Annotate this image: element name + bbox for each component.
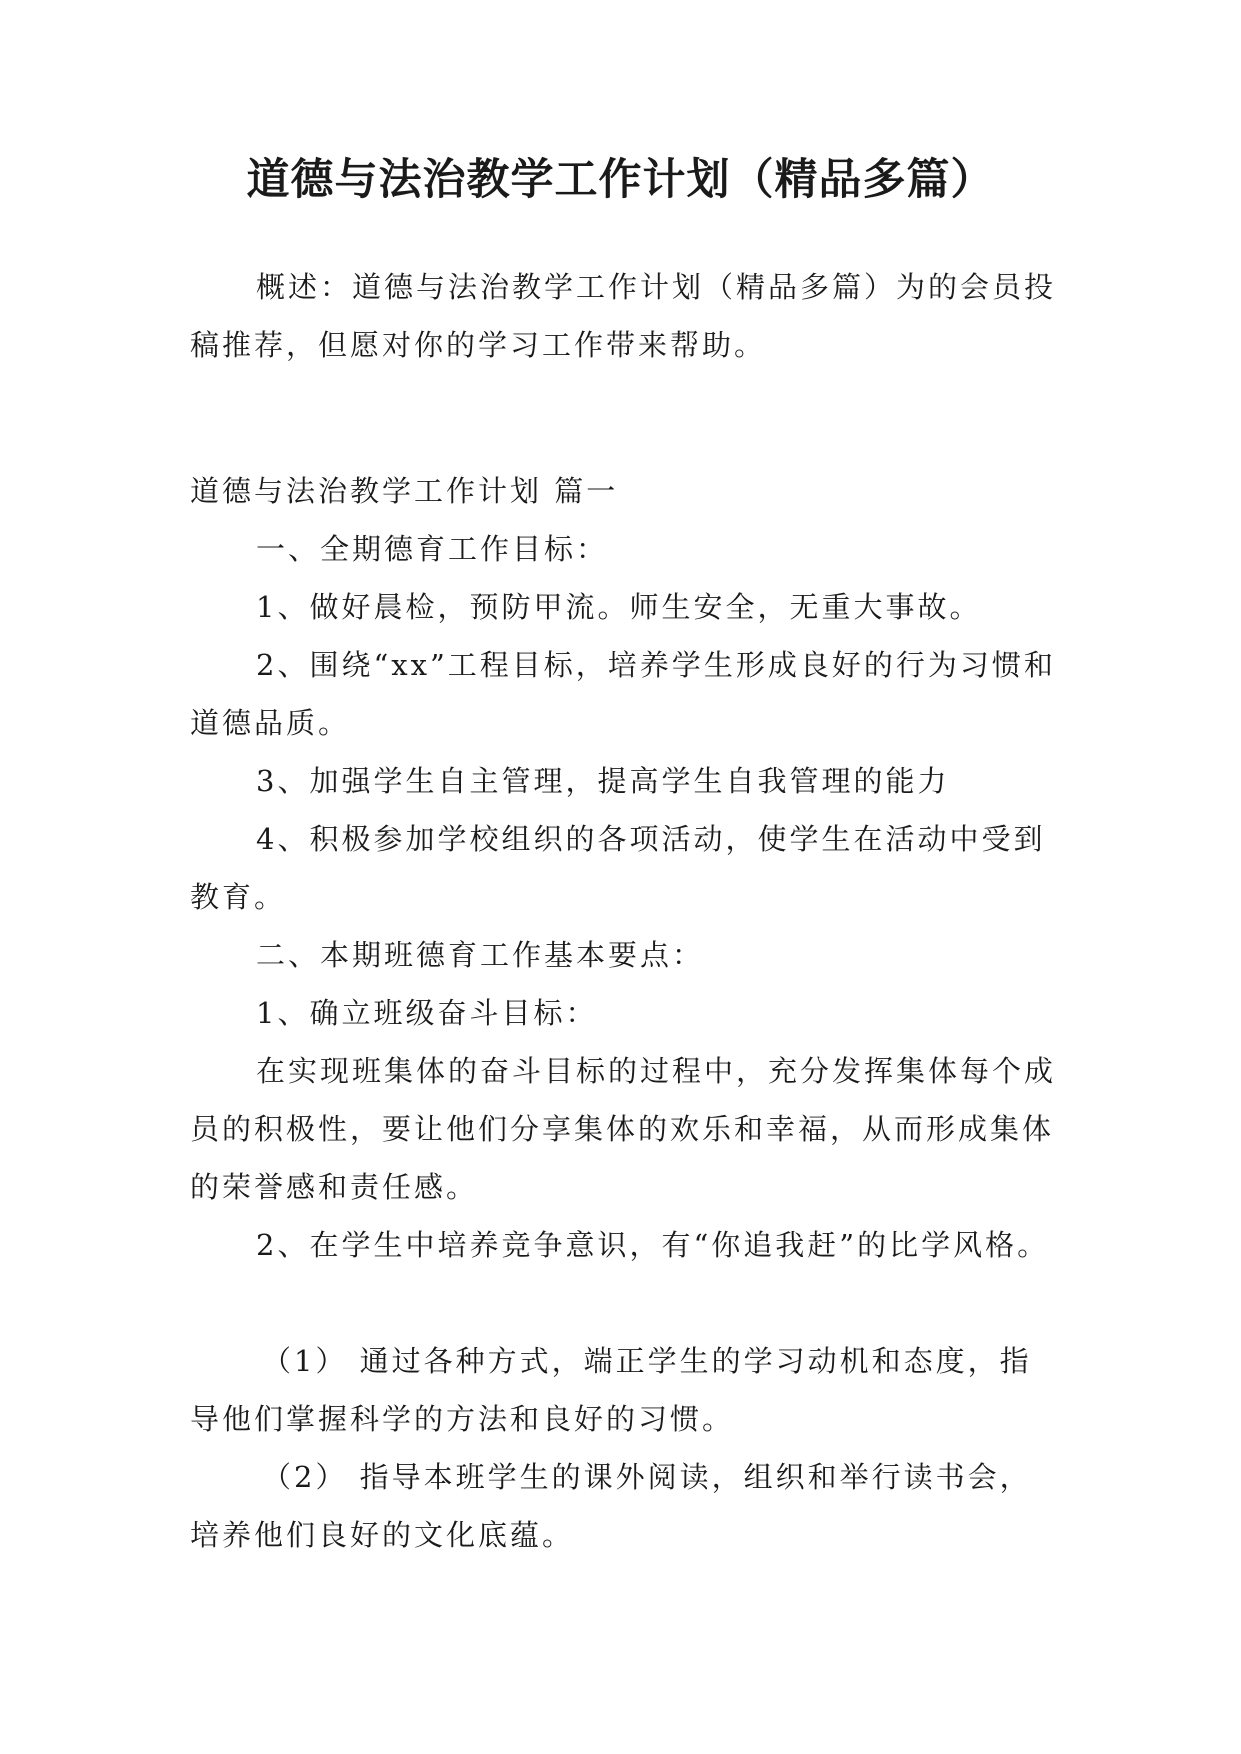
paragraph-item-4: 4、积极参加学校组织的各项活动，使学生在活动中受到教育。 [190,822,1046,914]
paragraph-goals-heading: 一、全期德育工作目标： [256,532,609,566]
paragraph-item-1: 1、做好晨检，预防甲流。师生安全，无重大事故。 [256,590,982,624]
paragraph-subpoint-1: （1） 通过各种方式，端正学生的学习动机和态度，指导他们掌握科学的方法和良好的习惯。 [190,1344,1032,1436]
section-heading: 道德与法治教学工作计划 篇一 [190,474,619,508]
paragraph-points-heading: 二、本期班德育工作基本要点： [256,938,705,972]
document-title: 道德与法治教学工作计划（精品多篇） [246,155,995,205]
paragraph-collective-goals: 在实现班集体的奋斗目标的过程中，充分发挥集体每个成员的积极性，要让他们分享集体的欢乐和幸福，从而形成集体的荣誉感和责任感。 [190,1054,1057,1204]
summary-paragraph: 概述：道德与法治教学工作计划（精品多篇）为的会员投稿推荐，但愿对你的学习工作带来帮助。 [190,270,1057,362]
paragraph-point-1: 1、确立班级奋斗目标： [256,996,598,1030]
paragraph-point-2: 2、在学生中培养竞争意识，有“你追我赶”的比学风格。 [256,1228,1050,1262]
paragraph-item-2: 2、围绕“xx”工程目标，培养学生形成良好的行为习惯和道德品质。 [190,648,1056,740]
paragraph-subpoint-2: （2） 指导本班学生的课外阅读，组织和举行读书会，培养他们良好的文化底蕴。 [190,1460,1032,1552]
paragraph-item-3: 3、加强学生自主管理，提高学生自我管理的能力 [256,764,950,798]
